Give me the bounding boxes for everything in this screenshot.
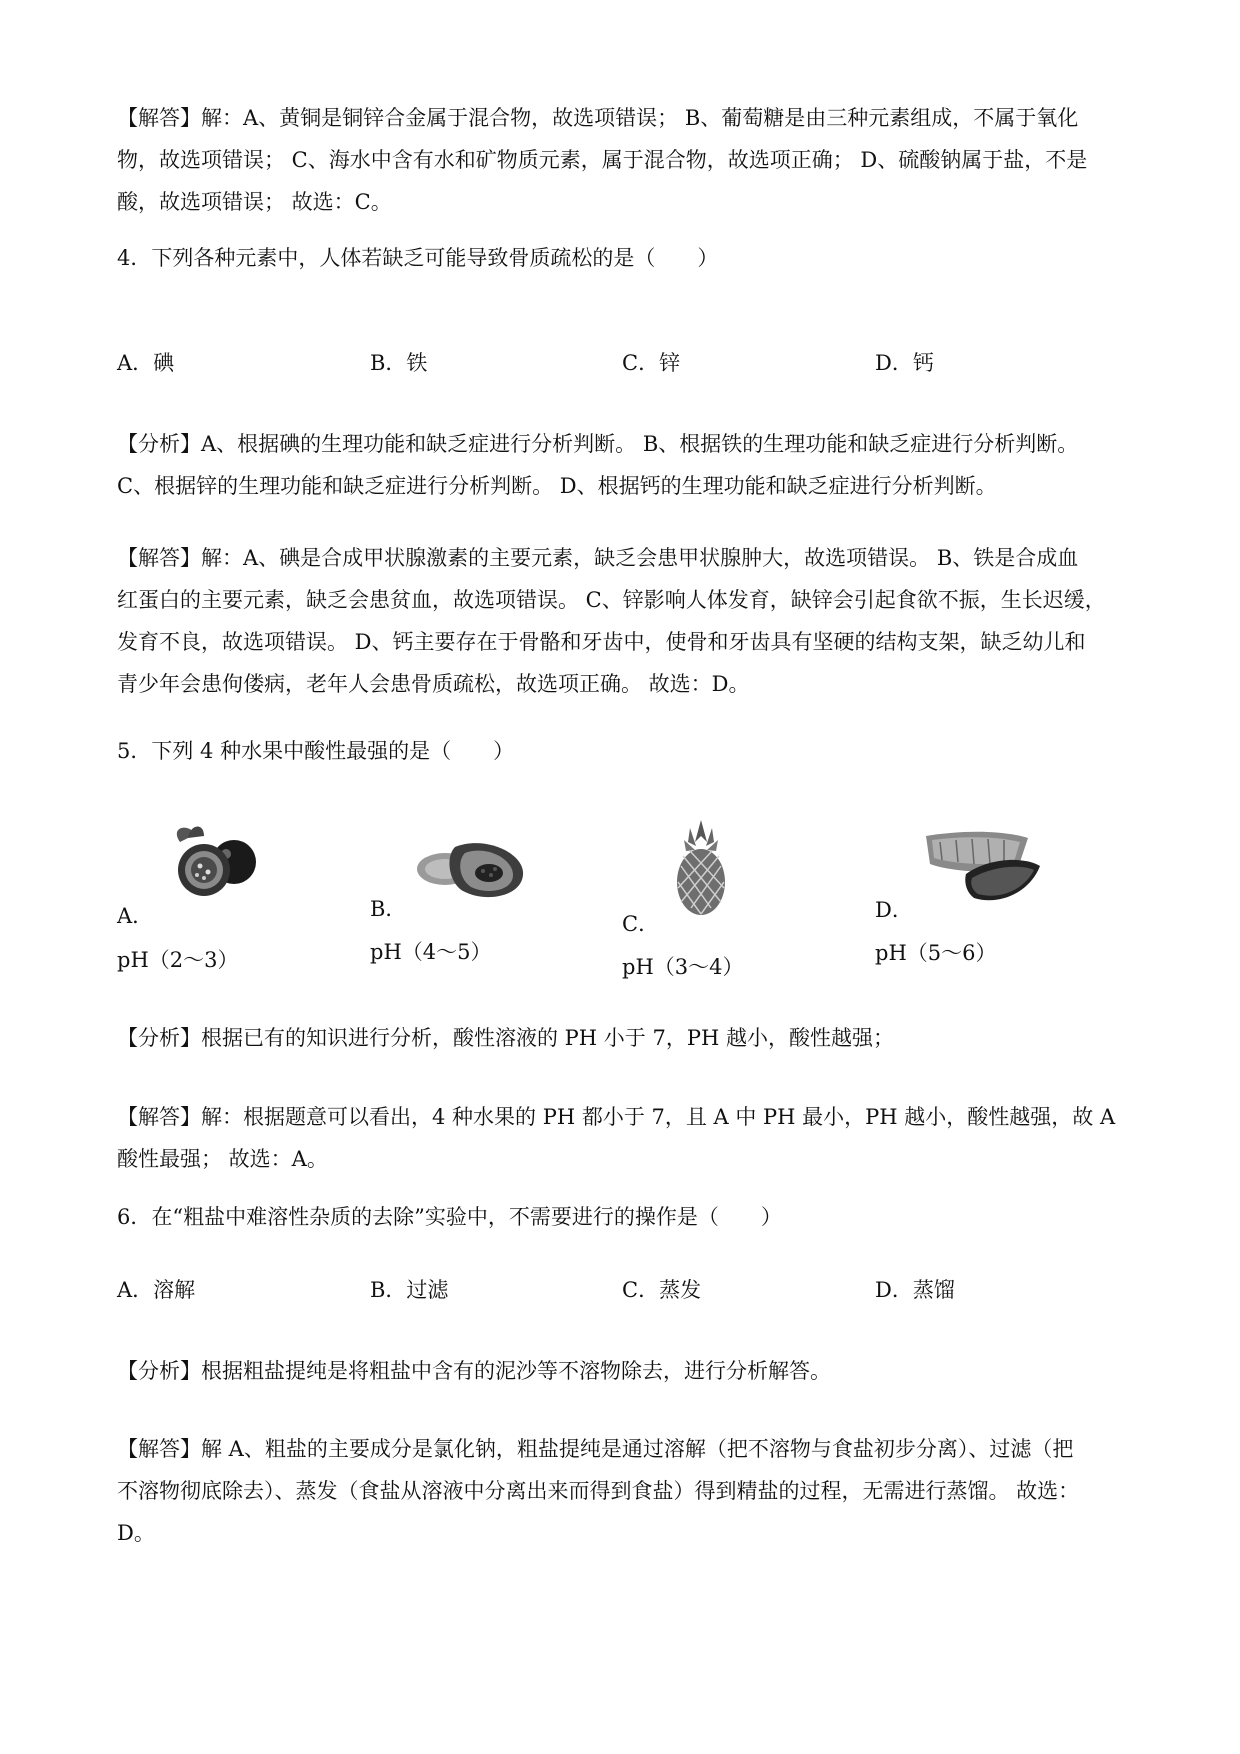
- pineapple-icon: [668, 818, 734, 918]
- question-text: 6．在“粗盐中难溶性杂质的去除”实验中，不需要进行的操作是（ ）: [117, 1205, 782, 1229]
- answer-q3: [117, 97, 1127, 223]
- q5-option-b-letter: B．: [370, 897, 407, 921]
- text-line: 【解答】解：A、黄铜是铜锌合金属于混合物，故选项错误； B、葡萄糖是由三种元素组成，不属于氧化: [117, 106, 1079, 130]
- q5-option-c-ph: pH（3～4）: [622, 955, 744, 979]
- text-line: 【分析】根据已有的知识进行分析，酸性溶液的 PH 小于 7，PH 越小，酸性越强；: [117, 1026, 894, 1050]
- text-line: 物，故选项错误； C、海水中含有水和矿物质元素，属于混合物，故选项正确； D、硫酸钠属于盐，不是: [117, 148, 1088, 172]
- answer-q6: [117, 1428, 1127, 1554]
- papaya-icon: [415, 835, 530, 905]
- q5-option-b-ph: pH（4～5）: [370, 940, 492, 964]
- text-line: 【解答】解 A、粗盐的主要成分是氯化钠，粗盐提纯是通过溶解（把不溶物与食盐初步分离）、过滤（把: [117, 1437, 1074, 1461]
- text-line: D。: [117, 1521, 155, 1545]
- q6-option-b: B．过滤: [370, 1278, 449, 1302]
- text-line: 红蛋白的主要元素，缺乏会患贫血，故选项错误。 C、锌影响人体发育，缺锌会引起食欲不振，生长迟缓，: [117, 588, 1106, 612]
- text-line: 发育不良，故选项错误。 D、钙主要存在于骨骼和牙齿中，使骨和牙齿具有坚硬的结构支架，缺乏幼儿和: [117, 630, 1086, 654]
- q5-option-d-letter: D．: [875, 898, 913, 922]
- q5-option-c-letter: C．: [622, 912, 660, 936]
- q6-option-d: D．蒸馏: [875, 1278, 955, 1302]
- answer-q5: [117, 1096, 1127, 1180]
- q4-option-b: B．铁: [370, 351, 428, 375]
- question-4: [117, 237, 1127, 279]
- analysis-q5: [117, 1017, 1127, 1059]
- question-5: [117, 730, 1127, 772]
- text-line: 青少年会患佝偻病，老年人会患骨质疏松，故选项正确。 故选：D。: [117, 672, 750, 696]
- q5-option-a-ph: pH（2～3）: [117, 948, 239, 972]
- text-line: 不溶物彻底除去）、蒸发（食盐从溶液中分离出来而得到食盐）得到精盐的过程，无需进行蒸馏。 故选：: [117, 1479, 1080, 1503]
- q4-option-c: C．锌: [622, 351, 681, 375]
- text-line: 【解答】解：A、碘是合成甲状腺激素的主要元素，缺乏会患甲状腺肿大，故选项错误。 B、铁是合成血: [117, 546, 1079, 570]
- question-6: [117, 1196, 1127, 1238]
- q6-option-c: C．蒸发: [622, 1278, 702, 1302]
- text-line: 【解答】解：根据题意可以看出，4 种水果的 PH 都小于 7，且 A 中 PH 最小，PH 越小，酸性越强，故 A: [117, 1105, 1116, 1129]
- q5-option-a-letter: A．: [117, 904, 154, 928]
- answer-q4: [117, 537, 1127, 705]
- text-line: 酸性最强； 故选：A。: [117, 1147, 328, 1171]
- watermelon-icon: [922, 828, 1042, 908]
- question-text: 4．下列各种元素中，人体若缺乏可能导致骨质疏松的是（ ）: [117, 246, 719, 270]
- text-line: C、根据锌的生理功能和缺乏症进行分析判断。 D、根据钙的生理功能和缺乏症进行分析判断。: [117, 474, 997, 498]
- q6-option-a: A．溶解: [117, 1278, 196, 1302]
- analysis-q4: [117, 423, 1127, 507]
- text-line: 酸，故选项错误； 故选：C。: [117, 190, 392, 214]
- text-line: 【分析】A、根据碘的生理功能和缺乏症进行分析判断。 B、根据铁的生理功能和缺乏症进行分析判断。: [117, 432, 1079, 456]
- q4-option-d: D．钙: [875, 351, 934, 375]
- q5-option-d-ph: pH（5～6）: [875, 941, 997, 965]
- analysis-q6: [117, 1350, 1127, 1392]
- text-line: 【分析】根据粗盐提纯是将粗盐中含有的泥沙等不溶物除去，进行分析解答。: [117, 1359, 831, 1383]
- passion-fruit-icon: [160, 820, 260, 900]
- q4-option-a: A．碘: [117, 351, 175, 375]
- question-text: 5．下列 4 种水果中酸性最强的是（ ）: [117, 739, 515, 763]
